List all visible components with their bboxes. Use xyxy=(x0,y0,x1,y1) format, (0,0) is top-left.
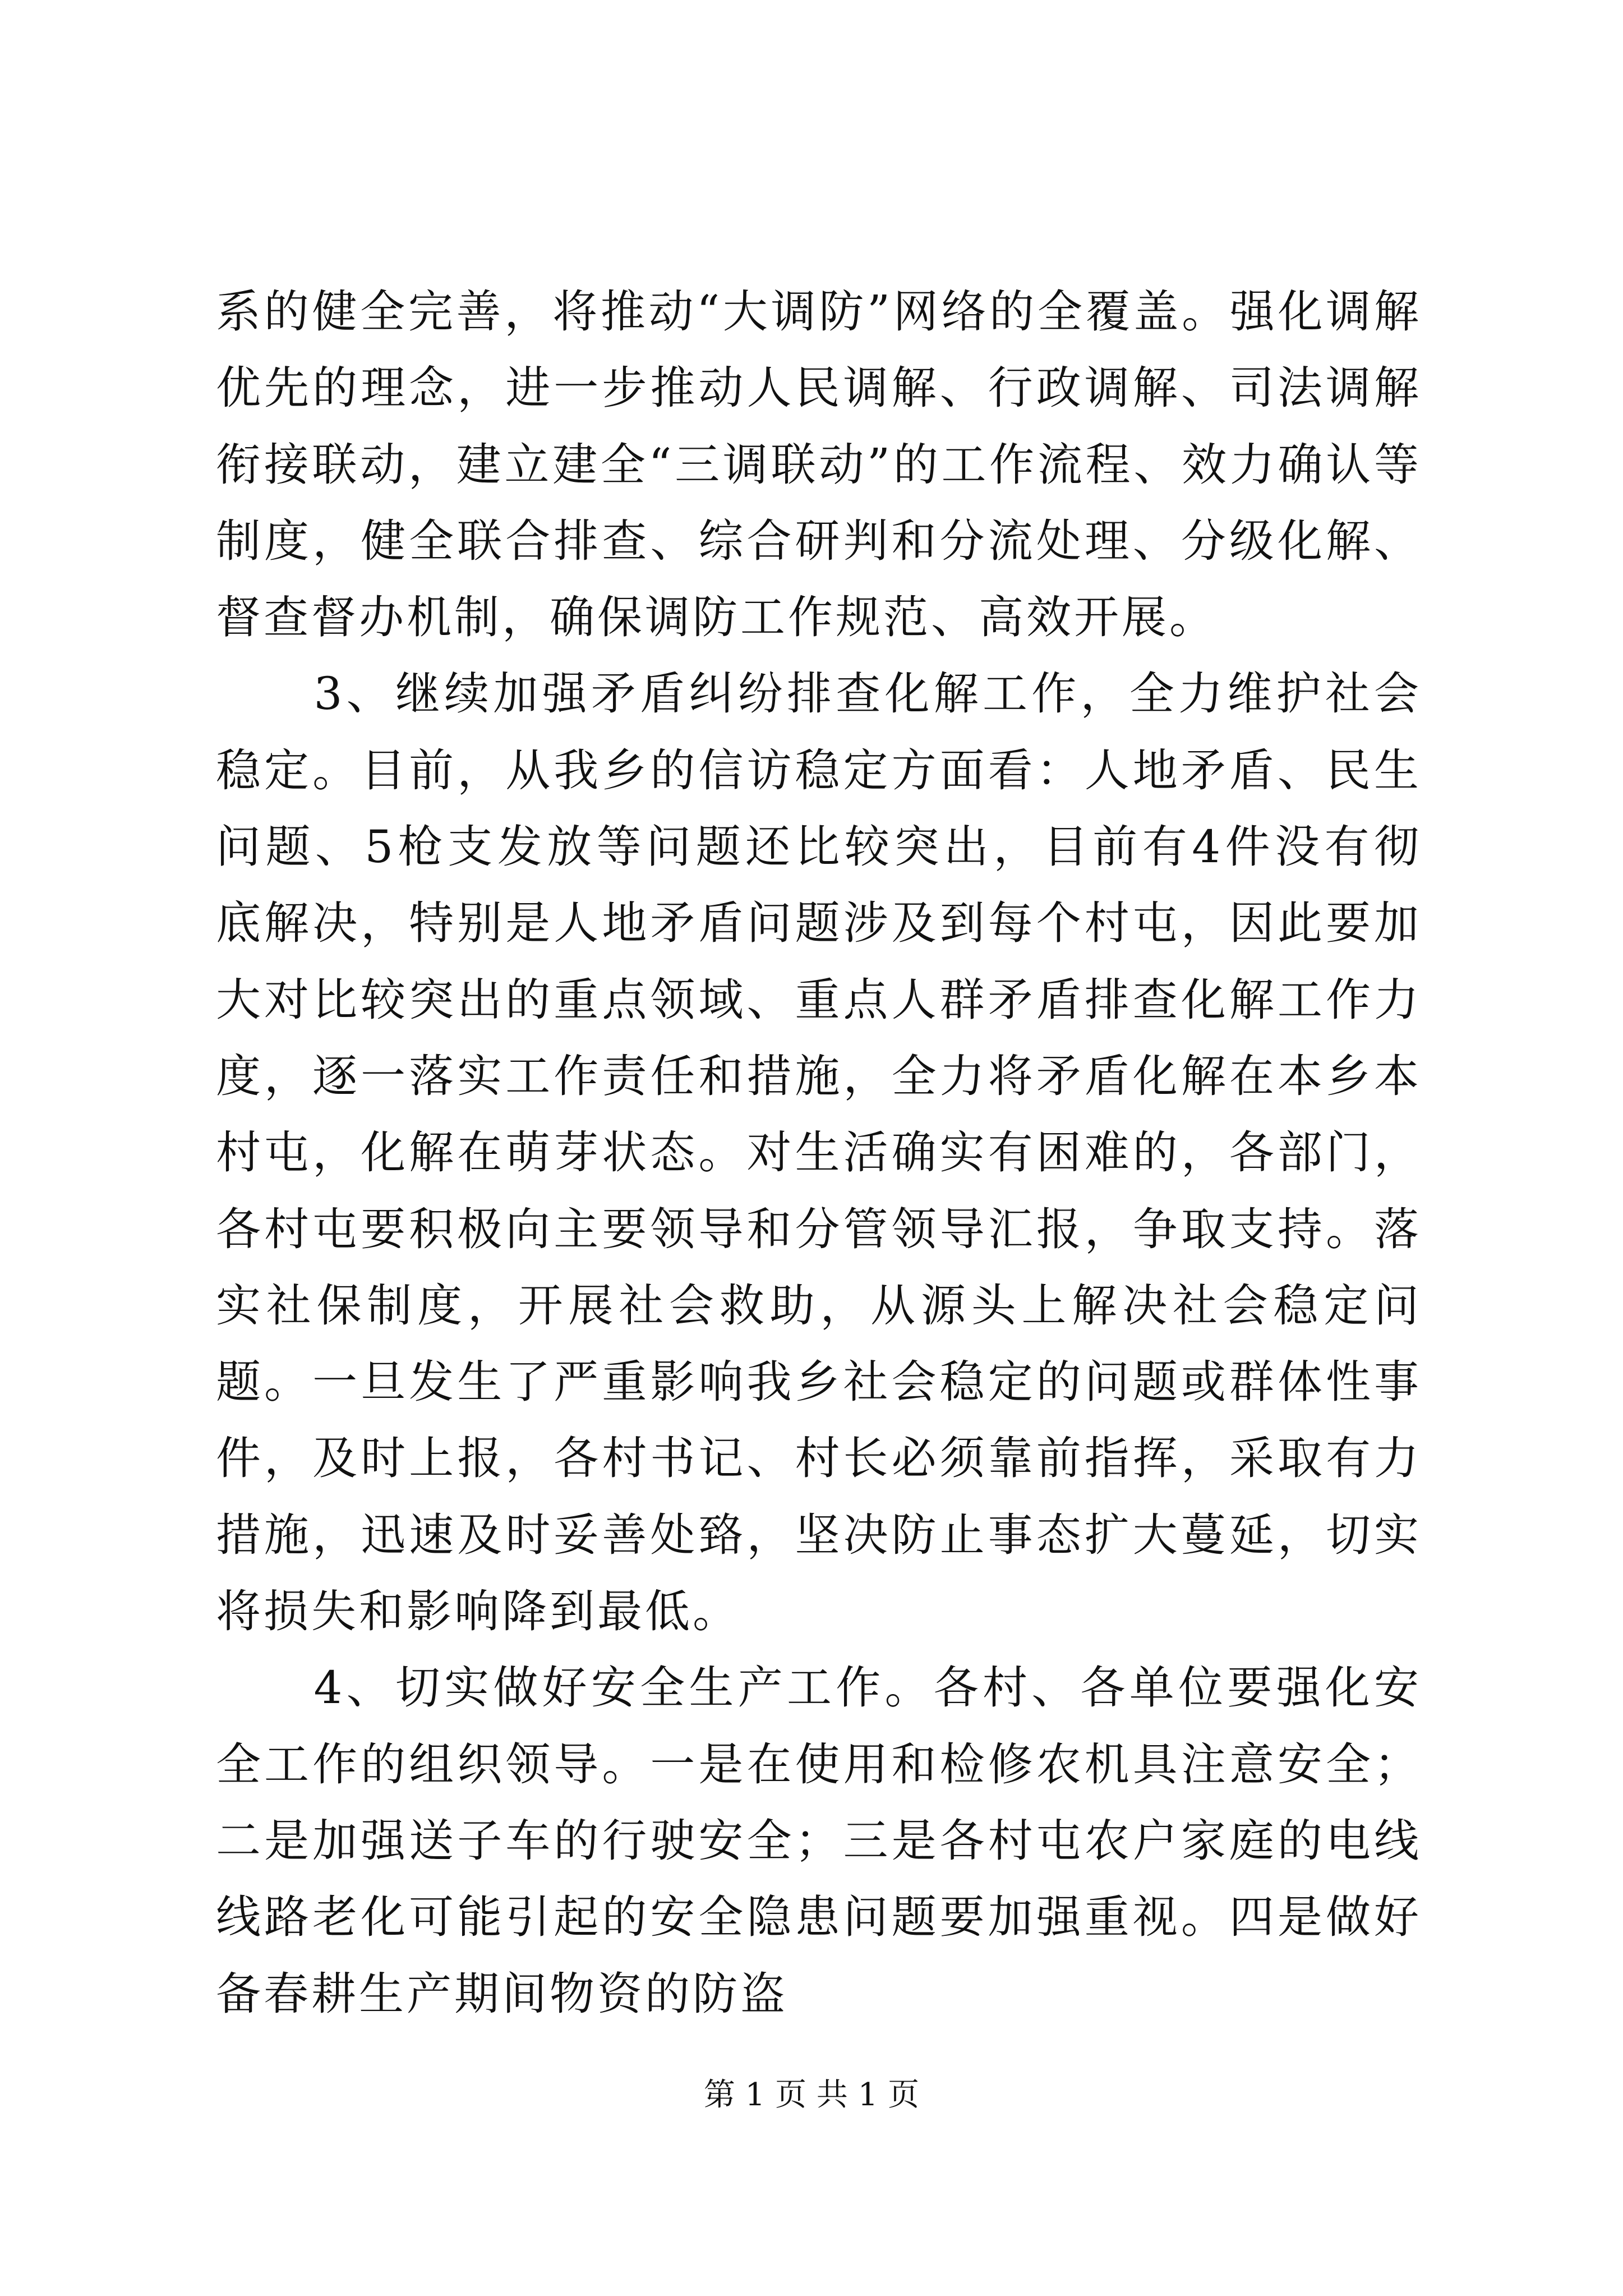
paragraph-item-4: 4、切实做好安全生产工作。各村、各单位要强化安全工作的组织领导。一是在使用和检修农机具注意安全；二是加强送子车的行驶安全；三是各村屯农户家庭的电线线路老化可能引起的安全隐患问题要加强重视。四是做好备春耕生产期间物资的防盗 xyxy=(216,1662,1422,2020)
page-footer: 第 1 页 共 1 页 xyxy=(703,2077,920,2113)
paragraph-item-3: 3、继续加强矛盾纠纷排查化解工作，全力维护社会稳定。目前，从我乡的信访稳定方面看：人地矛盾、民生问题、5枪支发放等问题还比较突出，目前有4件没有彻底解决，特别是人地矛盾问题涉及到每个村屯，因此要加大对比较突出的重点领域、重点人群矛盾排查化解工作力度，逐一落实工作责任和措施，全力将矛盾化解在本乡本村屯，化解在萌芽状态。对生活确实有困难的，各部门，各村屯要积极向主要领导和分管领导汇报，争取支持。落实社保制度，开展社会救助，从源头上解决社会稳定问题。一旦发生了严重影响我乡社会稳定的问题或群体性事件，及时上报，各村书记、村长必须靠前指挥，采取有力措施，迅速及时妥善处臵，坚决防止事态扩大蔓延，切实将损失和影响降到最低。 xyxy=(216,668,1422,1638)
document-body xyxy=(216,274,1422,2032)
paragraph-continuation: 系的健全完善，将推动“大调防”网络的全覆盖。强化调解优先的理念，进一步推动人民调解、行政调解、司法调解衔接联动，建立建全“三调联动”的工作流程、效力确认等制度，健全联合排查、综合研判和分流处理、分级化解、督查督办机制，确保调防工作规范、高效开展。 xyxy=(216,286,1422,644)
